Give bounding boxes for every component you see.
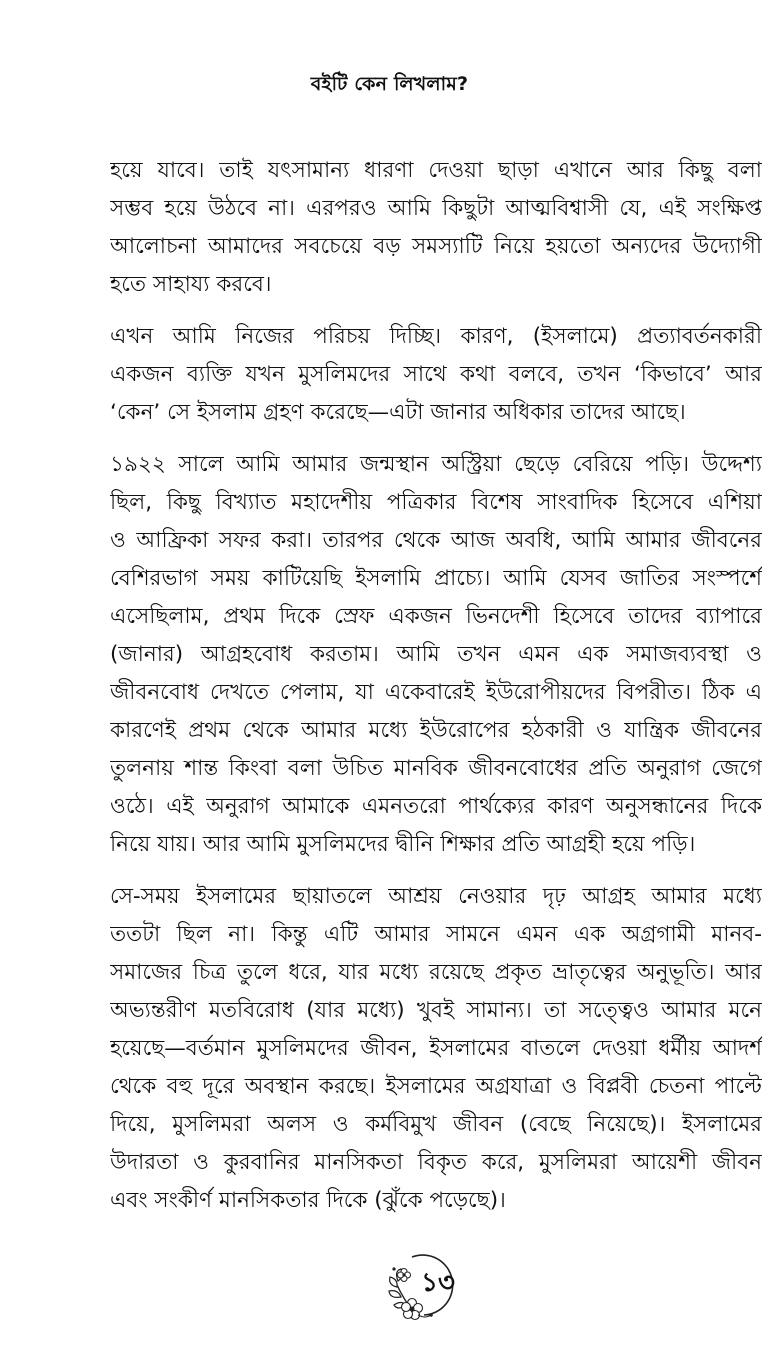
text-line: সমাজের চিত্র তুলে ধরে, যার মধ্যে রয়েছে প্রকৃত ভ্রাতৃত্বের অনুভূতি। আর <box>110 960 762 985</box>
text-line: দিয়ে, মুসলিমরা অলস ও কর্মবিমুখ জীবন (বেছে নিয়েছে)। ইসলামের <box>110 1112 762 1137</box>
text-line: (জানার) আগ্রহবোধ করতাম। আমি তখন এমন এক সমাজব্যবস্থা ও <box>110 642 762 667</box>
text-line: নিয়ে যায়। আর আমি মুসলিমদের দ্বীনি শিক্ষার প্রতি আগ্রহী হয়ে পড়ি। <box>110 832 696 857</box>
page-number: ১৩ <box>421 1268 455 1298</box>
text-line: তুলনায় শান্ত কিংবা বলা উচিত মানবিক জীবনবোধের প্রতি অনুরাগ জেগে <box>110 756 762 781</box>
text-line: ততটা ছিল না। কিন্তু এটি আমার সামনে এমন এক অগ্রগামী মানব- <box>110 922 762 947</box>
running-header-title: বইটি কেন লিখলাম? <box>310 73 469 95</box>
text-line: হয়ে যাবে। তাই যৎসামান্য ধারণা দেওয়া ছাড়া এখানে আর কিছু বলা <box>110 158 762 183</box>
text-line: জীবনবোধ দেখতে পেলাম, যা একেবারেই ইউরোপীয়দের বিপরীত। ঠিক এ <box>110 680 762 705</box>
text-line: এবং সংকীর্ণ মানসিকতার দিকে (ঝুঁকে পড়েছে)। <box>110 1188 506 1213</box>
text-line: ও আফ্রিকা সফর করা। তারপর থেকে আজ অবধি, আমি আমার জীবনের <box>110 528 762 553</box>
text-line: বেশিরভাগ সময় কাটিয়েছি ইসলামি প্রাচ্যে। আমি যেসব জাতির সংস্পর্শে <box>110 566 762 591</box>
text-line: উদারতা ও কুরবানির মানসিকতা বিকৃত করে, মুসলিমরা আয়েশী জীবন <box>110 1150 762 1175</box>
text-line: ওঠে। এই অনুরাগ আমাকে এমনতরো পার্থক্যের কারণ অনুসন্ধানের দিকে <box>110 794 762 819</box>
paragraph <box>110 152 762 304</box>
text-line: কারণেই প্রথম থেকে আমার মধ্যে ইউরোপের হঠকারী ও যান্ত্রিক জীবনের <box>110 718 762 743</box>
text-line: আলোচনা আমাদের সবচেয়ে বড় সমস্যাটি নিয়ে হয়তো অন্যদের উদ্যোগী <box>110 234 762 259</box>
page-number-ornament <box>384 1245 474 1325</box>
text-line: এসেছিলাম, প্রথম দিকে স্রেফ একজন ভিনদেশী হিসেবে তাদের ব্যাপারে <box>110 604 762 629</box>
text-line: একজন ব্যক্তি যখন মুসলিমদের সাথে কথা বলবে, তখন ‘কিভাবে’ আর <box>110 362 762 387</box>
text-line: ‘কেন’ সে ইসলাম গ্রহণ করেছে—এটা জানার অধিকার তাদের আছে। <box>110 400 686 425</box>
text-line: অভ্যন্তরীণ মতবিরোধ (যার মধ্যে) খুবই সামান্য। তা সত্ত্বেও আমার মনে <box>110 998 762 1023</box>
body-text <box>110 152 762 1234</box>
text-line: সম্ভব হয়ে উঠবে না। এরপরও আমি কিছুটা আত্মবিশ্বাসী যে, এই সংক্ষিপ্ত <box>110 196 762 221</box>
paragraph <box>110 446 762 864</box>
text-line: ১৯২২ সালে আমি আমার জন্মস্থান অস্ট্রিয়া ছেড়ে বেরিয়ে পড়ি। উদ্দেশ্য <box>110 452 762 477</box>
text-line: থেকে বহু দূরে অবস্থান করছে। ইসলামের অগ্রযাত্রা ও বিপ্লবী চেতনা পাল্টে <box>110 1074 762 1099</box>
text-line: হয়েছে—বর্তমান মুসলিমদের জীবন, ইসলামের বাতলে দেওয়া ধর্মীয় আদর্শ <box>110 1036 762 1061</box>
paragraph <box>110 878 762 1220</box>
text-line: হতে সাহায্য করবে। <box>110 272 272 297</box>
paragraph <box>110 318 762 432</box>
text-line: সে-সময় ইসলামের ছায়াতলে আশ্রয় নেওয়ার দৃঢ় আগ্রহ আমার মধ্যে <box>110 884 762 909</box>
text-line: ছিল, কিছু বিখ্যাত মহাদেশীয় পত্রিকার বিশেষ সাংবাদিক হিসেবে এশিয়া <box>110 490 762 515</box>
text-line: এখন আমি নিজের পরিচয় দিচ্ছি। কারণ, (ইসলামে) প্রত্যাবর্তনকারী <box>110 324 762 349</box>
